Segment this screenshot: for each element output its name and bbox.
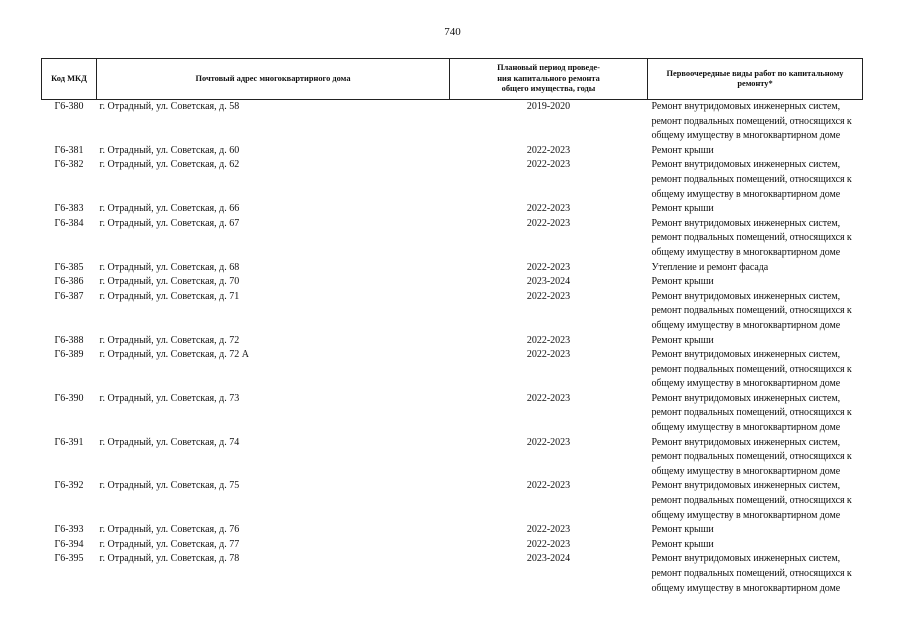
table-row [42,202,863,217]
table-row [42,392,863,436]
cell-code: Г6-395 [54,553,84,565]
cell-code: Г6-394 [54,538,84,550]
cell-code: Г6-382 [54,159,84,171]
cell-code: Г6-383 [54,203,84,215]
table-header [42,59,863,100]
cell-works: Ремонт крыши [651,538,714,550]
cell-code: Г6-386 [54,276,84,288]
cell-address: г. Отрадный, ул. Советская, д. 75 [99,480,240,492]
cell-code: Г6-389 [54,349,84,361]
cell-period: 2022-2023 [526,392,571,404]
page-number: 740 [444,26,461,38]
cell-works: Ремонт крыши [651,203,714,215]
cell-period: 2022-2023 [526,538,571,550]
header-address: Почтовый адрес многоквартирного дома [97,59,450,100]
cell-works: Ремонт внутридомовых инженерных систем, ремонт подвальных помещений, относящихся к общему имуществу в многоквартирном доме [651,159,852,200]
cell-works: Ремонт внутридомовых инженерных систем, ремонт подвальных помещений, относящихся к общему имуществу в многоквартирном доме [651,392,852,434]
cell-address: г. Отрадный, ул. Советская, д. 74 [99,436,240,448]
cell-period: 2022-2023 [526,261,571,273]
table-row [42,523,863,538]
table-row [42,538,863,553]
cell-works: Ремонт внутридомовых инженерных систем, ремонт подвальных помещений, относящихся к общему имуществу в многоквартирном доме [651,436,852,477]
cell-works: Ремонт крыши [651,524,714,536]
table-row [42,348,863,392]
cell-works: Ремонт крыши [651,334,714,346]
cell-period: 2022-2023 [526,436,571,448]
cell-period: 2022-2023 [526,144,571,156]
cell-address: г. Отрадный, ул. Советская, д. 62 [99,159,240,171]
cell-code: Г6-387 [54,290,84,302]
cell-works: Ремонт внутридомовых инженерных систем, ремонт подвальных помещений, относящихся к общему имуществу в многоквартирном доме [651,101,852,142]
cell-address: г. Отрадный, ул. Советская, д. 71 [99,290,240,302]
cell-period: 2022-2023 [526,334,571,346]
cell-address: г. Отрадный, ул. Советская, д. 68 [99,261,240,273]
header-period: Плановый период проведе- ния капитального ремонта общего имущества, годы [450,59,648,100]
capital-repair-table [41,58,863,596]
cell-code: Г6-391 [54,436,84,448]
cell-works: Ремонт внутридомовых инженерных систем, ремонт подвальных помещений, относящихся к общему имуществу в многоквартирном доме [651,480,852,521]
cell-period: 2022-2023 [526,290,571,302]
cell-period: 2022-2023 [526,217,571,229]
cell-address: г. Отрадный, ул. Советская, д. 72 [99,334,240,346]
table-row [42,261,863,276]
cell-period: 2022-2023 [526,480,571,492]
cell-address: г. Отрадный, ул. Советская, д. 58 [99,101,240,112]
table-row [42,217,863,261]
cell-period: 2019-2020 [526,101,571,112]
cell-works: Ремонт крыши [651,276,714,288]
cell-works: Ремонт внутридомовых инженерных систем, ремонт подвальных помещений, относящихся к общему имуществу в многоквартирном доме [651,217,852,258]
table-body [42,100,863,597]
cell-address: г. Отрадный, ул. Советская, д. 73 [99,392,240,404]
cell-address: г. Отрадный, ул. Советская, д. 70 [99,276,240,288]
cell-period: 2023-2024 [526,276,571,288]
cell-period: 2022-2023 [526,524,571,536]
table-row [42,158,863,202]
header-code: Код МКД [42,59,97,100]
cell-address: г. Отрадный, ул. Советская, д. 66 [99,203,240,215]
cell-address: г. Отрадный, ул. Советская, д. 76 [99,524,240,536]
table-row [42,552,863,596]
cell-code: Г6-385 [54,261,84,273]
cell-code: Г6-390 [54,392,84,404]
cell-works: Ремонт внутридомовых инженерных систем, ремонт подвальных помещений, относящихся к общему имуществу в многоквартирном доме [651,290,852,331]
cell-code: Г6-392 [54,480,84,492]
table-row [42,479,863,523]
table-row [42,334,863,349]
header-works: Первоочередные виды работ по капитальному ремонту* [648,59,863,100]
cell-code: Г6-384 [54,217,84,229]
cell-address: г. Отрадный, ул. Советская, д. 72 А [99,349,249,361]
cell-code: Г6-393 [54,524,84,536]
cell-works: Ремонт внутридомовых инженерных систем, ремонт подвальных помещений, относящихся к общему имуществу в многоквартирном доме [651,349,852,390]
table-row [42,275,863,290]
table-row [42,144,863,159]
cell-period: 2022-2023 [526,159,571,171]
cell-code: Г6-388 [54,334,84,346]
cell-code: Г6-380 [54,101,84,112]
cell-address: г. Отрадный, ул. Советская, д. 67 [99,217,240,229]
cell-period: 2023-2024 [526,553,571,565]
table-row [42,100,863,144]
cell-code: Г6-381 [54,144,84,156]
header-row [42,59,863,100]
cell-address: г. Отрадный, ул. Советская, д. 60 [99,144,240,156]
cell-works: Утепление и ремонт фасада [651,261,769,273]
cell-address: г. Отрадный, ул. Советская, д. 77 [99,538,240,550]
cell-address: г. Отрадный, ул. Советская, д. 78 [99,553,240,565]
cell-period: 2022-2023 [526,203,571,215]
cell-period: 2022-2023 [526,349,571,361]
table-row [42,290,863,334]
cell-works: Ремонт крыши [651,144,714,156]
cell-works: Ремонт внутридомовых инженерных систем, ремонт подвальных помещений, относящихся к общему имуществу в многоквартирном доме [651,553,852,594]
table-row [42,436,863,480]
